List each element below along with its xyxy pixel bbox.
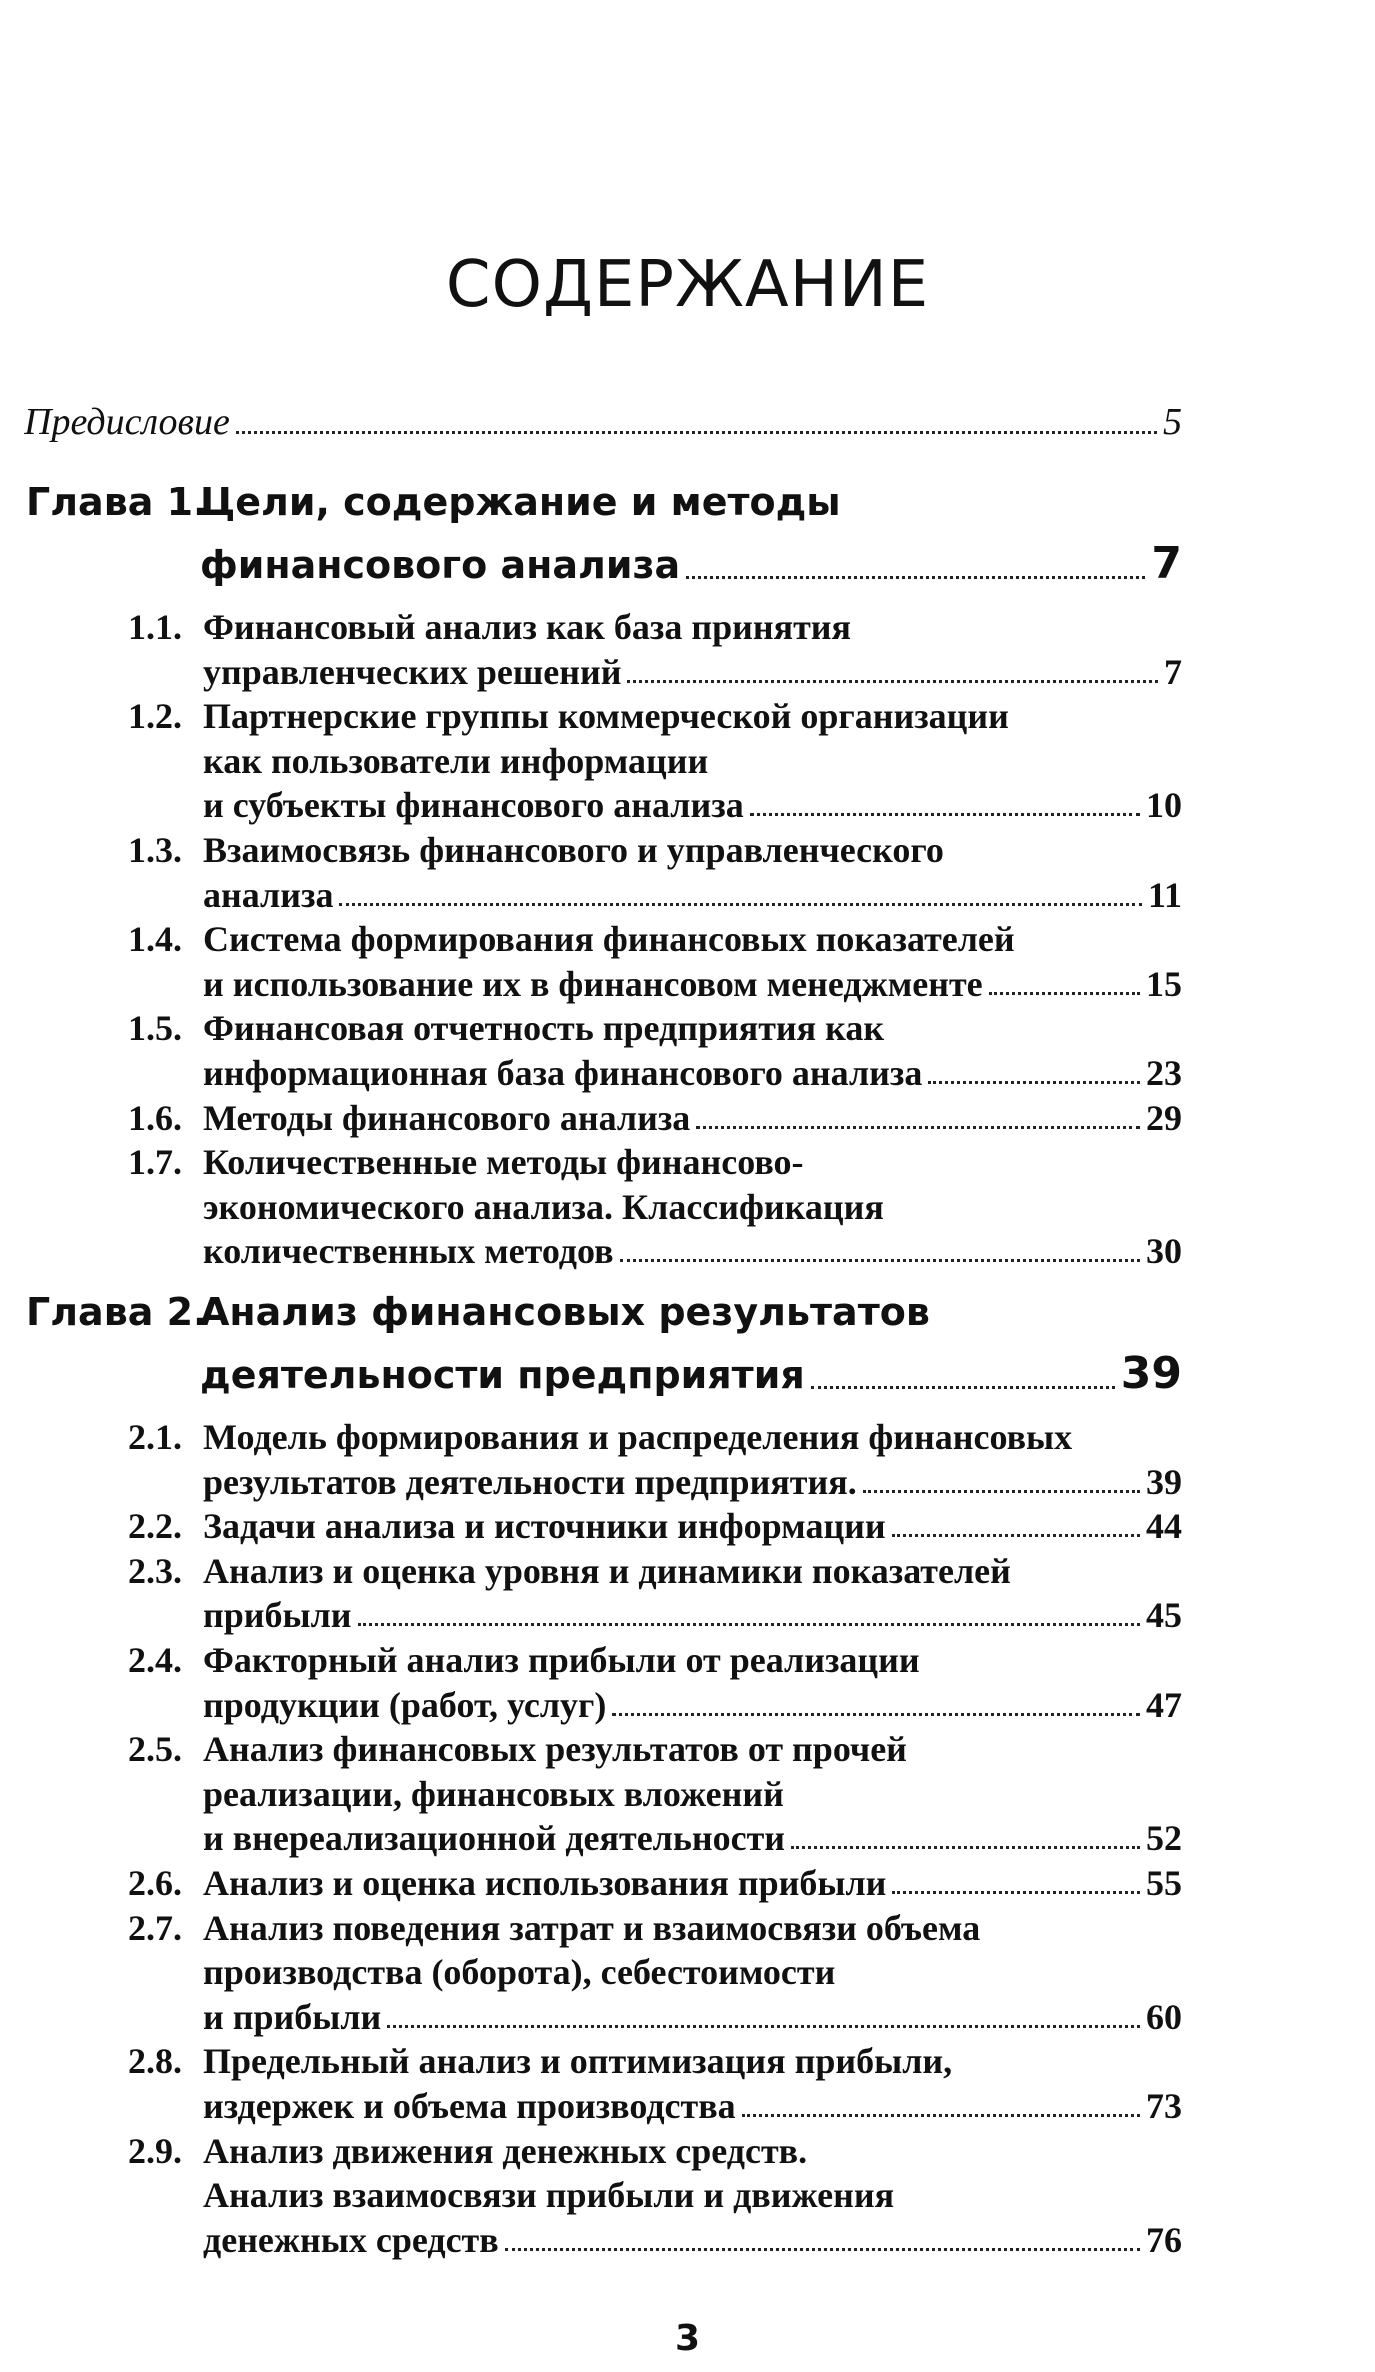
section-line [128,1505,1182,1547]
section-title: Анализ движения денежных средств. [203,2130,808,2171]
section-title: информационная база финансового анализа [203,1053,923,1093]
leader-dots [742,2114,1140,2117]
section-line [203,651,1182,693]
section-number: 2.8. [128,2041,182,2082]
section-line [128,1728,1182,1770]
section-line [128,606,1182,648]
section-line [203,2174,1182,2216]
leader-dots [686,576,1145,579]
section-number: 2.6. [128,1863,182,1903]
section-page: 30 [1146,1231,1182,1272]
section-title: Анализ финансовых результатов от прочей [203,1729,907,1770]
section-page: 76 [1146,2219,1182,2260]
section-title: и внереализационной деятельности [203,1818,786,1859]
section-number: 1.5. [128,1008,182,1049]
section-title: Партнерские группы коммерческой организации [203,696,1009,737]
chapter-title-line: деятельности предприятия [200,1353,805,1397]
section-line [128,1907,1182,1949]
section-title: Модель формирования и распределения финансовых [203,1417,1073,1457]
chapter-page: 39 [1120,1348,1182,1399]
section-line [203,2085,1182,2127]
section-line [128,1550,1182,1592]
section-line [128,1097,1182,1139]
leader-dots [892,1534,1140,1537]
section-page: 15 [1146,963,1182,1004]
section-line [128,1007,1182,1049]
section-title: реализации, финансовых вложений [203,1773,784,1814]
section-number: 1.1. [128,607,182,647]
section-line [128,1639,1182,1681]
leader-dots [863,1490,1140,1493]
chapter-heading [26,1290,1182,1334]
section-title: Факторный анализ прибыли от реализации [203,1640,920,1680]
chapter-heading-line2 [200,1348,1182,1399]
toc-preface-page: 5 [1163,401,1182,443]
leader-dots [892,1891,1140,1894]
section-line [128,695,1182,737]
section-title: продукции (работ, услуг) [203,1684,607,1725]
section-number: 1.7. [128,1142,182,1183]
section-page: 29 [1146,1097,1182,1138]
section-title: и прибыли [203,1996,382,2037]
section-title: Система формирования финансовых показателей [203,919,1015,960]
section-title: результатов деятельности предприятия. [203,1461,857,1502]
section-title: Финансовый анализ как база принятия [203,607,852,647]
section-title: Анализ и оценка использования прибыли [203,1863,887,1903]
chapter-heading [26,480,1182,524]
section-page: 10 [1146,785,1182,826]
section-line [203,1052,1182,1094]
section-line [203,1684,1182,1726]
chapter-title-line: финансового анализа [200,543,681,587]
section-title: Анализ и оценка уровня и динамики показателей [203,1550,1011,1591]
section-number: 2.4. [128,1640,182,1680]
section-page: 60 [1146,1996,1182,2037]
chapter-page: 7 [1151,538,1182,589]
section-page: 39 [1146,1461,1182,1502]
section-title: Предельный анализ и оптимизация прибыли, [203,2041,953,2082]
section-line [203,963,1182,1005]
leader-dots [811,1386,1115,1389]
section-page: 55 [1146,1863,1182,1903]
section-title: Финансовая отчетность предприятия как [203,1008,885,1049]
leader-dots [612,1713,1140,1716]
section-page: 44 [1146,1506,1182,1547]
section-line [128,1141,1182,1183]
section-title: издержек и объема производства [203,2086,736,2126]
section-title: Методы финансового анализа [203,1097,691,1138]
section-page: 7 [1164,651,1182,692]
section-line [128,829,1182,871]
section-line [203,874,1182,916]
leader-dots [505,2248,1140,2251]
leader-dots [928,1081,1140,1084]
leader-dots [791,1846,1140,1849]
section-title: Количественные методы финансово- [203,1142,804,1183]
section-title: производства (оборота), себестоимости [203,1952,836,1993]
chapter-label: Глава 1. [26,480,208,524]
leader-dots [627,680,1158,683]
section-line [203,1817,1182,1859]
chapter-title-line: Цели, содержание и методы [200,480,841,524]
leader-dots [358,1623,1140,1626]
section-page: 11 [1147,874,1182,915]
section-title: прибыли [203,1595,352,1636]
section-number: 2.9. [128,2130,182,2171]
section-title: анализа [203,874,334,915]
section-title: количественных методов [203,1231,614,1272]
section-line [203,740,1182,782]
section-page: 47 [1146,1684,1182,1725]
chapter-label: Глава 2. [26,1290,208,1334]
section-line [128,2040,1182,2082]
section-number: 2.3. [128,1550,182,1591]
section-page: 23 [1146,1053,1182,1093]
section-title: Задачи анализа и источники информации [203,1506,886,1547]
section-line [128,1862,1182,1904]
section-line [203,2219,1182,2261]
section-title: Анализ взаимосвязи прибыли и движения [203,2175,895,2216]
section-line [203,1230,1182,1272]
leader-dots [750,813,1140,816]
section-title: управленческих решений [203,651,622,692]
chapter-heading-line2 [200,538,1182,589]
section-page: 52 [1146,1818,1182,1859]
leader-dots [620,1259,1140,1262]
section-title: экономического анализа. Классификация [203,1186,884,1227]
section-number: 1.2. [128,696,182,737]
chapter-title-line: Анализ финансовых результатов [200,1290,930,1334]
section-line [203,1996,1182,2038]
section-number: 1.4. [128,919,182,960]
section-line [203,1951,1182,1993]
section-title: денежных средств [203,2219,499,2260]
section-number: 2.1. [128,1417,182,1457]
leader-dots [696,1126,1140,1129]
section-line [203,784,1182,826]
section-line [128,1416,1182,1458]
section-title: Взаимосвязь финансового и управленческого [203,830,944,870]
section-number: 2.5. [128,1729,182,1770]
section-title: и использование их в финансовом менеджменте [203,963,983,1004]
section-title: и субъекты финансового анализа [203,785,744,826]
leader-dots [989,992,1140,995]
leader-dots [339,903,1142,906]
section-title: Анализ поведения затрат и взаимосвязи объема [203,1907,981,1948]
toc-preface [24,400,1182,444]
section-title: как пользователи информации [203,740,709,781]
section-line [203,1594,1182,1636]
section-number: 2.2. [128,1506,182,1547]
leader-dots [387,2025,1140,2028]
section-number: 1.3. [128,830,182,870]
section-line [128,918,1182,960]
section-line [203,1186,1182,1228]
page-title: СОДЕРЖАНИЕ [445,248,930,322]
section-line [128,2130,1182,2172]
section-line [203,1773,1182,1815]
section-number: 2.7. [128,1907,182,1948]
section-page: 73 [1146,2086,1182,2126]
toc-preface-label: Предисловие [24,401,230,443]
section-number: 1.6. [128,1097,182,1138]
section-line [203,1461,1182,1503]
leader-dots [236,431,1157,434]
page-number: 3 [674,2318,701,2359]
section-page: 45 [1146,1595,1182,1636]
